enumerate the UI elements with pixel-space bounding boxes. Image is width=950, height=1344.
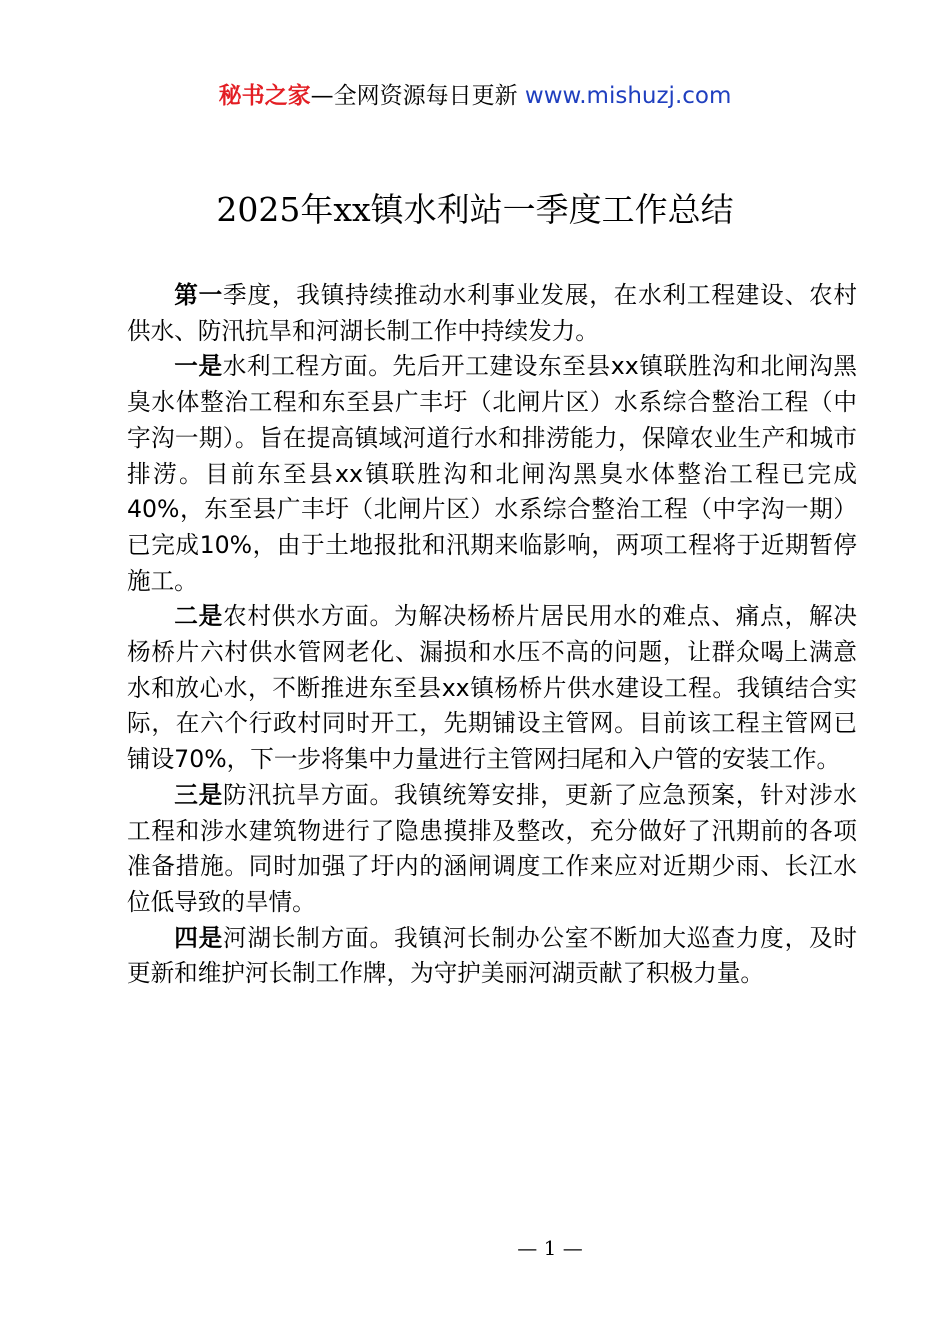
paragraph-lead: 第一 [174,281,224,309]
paragraph-text: 季度，我镇持续推动水利事业发展，在水利工程建设、农村供水、防汛抗旱和河湖长制工作中持续发力。 [127,281,858,345]
paragraph-river-chief [127,921,857,992]
document-title: 2025年xx镇水利站一季度工作总结 [216,190,734,229]
banner-brand: 秘书之家 [218,83,311,109]
page-number: — 1 — [517,1236,583,1260]
paragraph-text: 农村供水方面。为解决杨桥片居民用水的难点、痛点，解决杨桥片六村供水管网老化、漏损和水压不高的问题，让群众喝上满意水和放心水，不断推进东至县xx镇杨桥片供水建设工程。我镇结合实际，在六个行政村同时开工，先期铺设主管网。目前该工程主管网已铺设70%，下一步将集中力量进行主管网扫尾和入户管的安装工作。 [127,602,858,774]
paragraph-lead: 四是 [174,923,224,952]
paragraph-lead: 二是 [174,602,224,631]
paragraph-lead: 一是 [174,352,223,381]
banner-url-link[interactable]: www.mishuzj.com [524,83,732,109]
banner-tagline: —全网资源每日更新 [310,83,525,109]
paragraph-text: 防汛抗旱方面。我镇统筹安排，更新了应急预案，针对涉水工程和涉水建筑物进行了隐患摸排及整改，充分做好了汛期前的各项准备措施。同时加强了圩内的涵闸调度工作来应对近期少雨、长江水位低导致的旱情。 [127,780,858,916]
paragraph-rural-water-supply [127,599,857,778]
paragraph-flood-drought [127,778,857,921]
paragraph-text: 水利工程方面。先后开工建设东至县xx镇联胜沟和北闸沟黑臭水体整治工程和东至县广丰圩（北闸片区）水系综合整治工程（中字沟一期）。旨在提高镇域河道行水和排涝能力，保障农业生产和城市排涝。目前东至县xx镇联胜沟和北闸沟黑臭水体整治工程已完成40%，东至县广丰圩（北闸片区）水系综合整治工程（中字沟一期）已完成10%，由于土地报批和汛期来临影响，两项工程将于近期暂停施工。 [127,352,857,595]
site-banner [0,80,950,112]
paragraph-text: 河湖长制方面。我镇河长制办公室不断加大巡查力度，及时更新和维护河长制工作牌，为守护美丽河湖贡献了积极力量。 [127,923,858,988]
paragraph-lead: 三是 [174,780,224,809]
document-body [127,278,857,992]
paragraph-intro [127,278,857,349]
paragraph-water-projects [127,349,857,599]
